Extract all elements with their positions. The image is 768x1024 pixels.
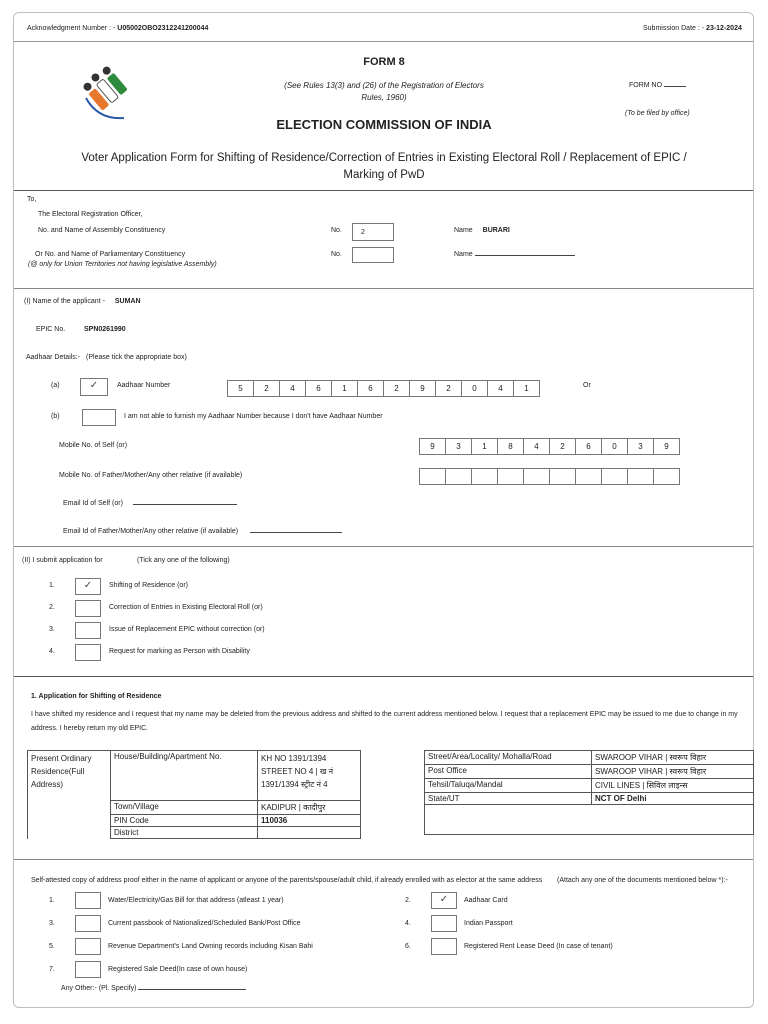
aadhaar-number-label: Aadhaar Number <box>117 382 171 389</box>
digit-box[interactable]: 4 <box>523 438 550 455</box>
proof-checkbox[interactable] <box>431 915 457 932</box>
digit-box[interactable] <box>575 468 602 485</box>
state-label: State/UT <box>425 793 592 805</box>
digit-box[interactable]: 9 <box>653 438 680 455</box>
form-no-label: FORM NO <box>629 82 663 89</box>
aadhaar-label: Aadhaar Details:- <box>26 354 81 361</box>
mobile-relative-field[interactable] <box>419 468 679 485</box>
form-title: FORM 8 <box>363 56 405 68</box>
aadhaar-heading <box>26 354 187 361</box>
email-self-line <box>63 500 237 507</box>
proof-other-label: Any Other:- (Pl. Specify) <box>61 985 137 992</box>
proof-label: Current passbook of Nationalized/Scheduled Bank/Post Office <box>108 920 301 927</box>
proof-checkbox[interactable] <box>75 938 101 955</box>
to-label: To, <box>27 196 37 203</box>
digit-box[interactable] <box>445 468 472 485</box>
mobile-relative-label: Mobile No. of Father/Mother/Any other relative (if available) <box>59 472 243 479</box>
applicant-name-label: (I) Name of the applicant - <box>24 298 105 305</box>
ack-line <box>27 25 208 32</box>
post-value: SWAROOP VIHAR | स्वरूप विहार <box>592 765 754 779</box>
district-label: District <box>111 827 258 839</box>
proof-number: 1. <box>49 897 55 904</box>
form-subtitle: Voter Application Form for Shifting of Residence/Correction of Entries in Existing Electoral Roll / Replacement of EPIC / Marking of PwD <box>81 152 687 181</box>
proof-intro: Self-attested copy of address proof either in the name of applicant or anyone of the parents/spouse/adult child, if already enrolled with as elector at the same address <box>31 877 543 884</box>
section-divider <box>14 859 753 860</box>
proof-label: Indian Passport <box>464 920 513 927</box>
email-relative-line <box>63 528 342 535</box>
ac-name-label: Name <box>454 227 473 234</box>
option-number: 2. <box>49 604 55 611</box>
proof-number: 2. <box>405 897 411 904</box>
application-type-label: Issue of Replacement EPIC without correction (or) <box>109 626 265 633</box>
proof-label: Revenue Department's Land Owning records including Kisan Bahi <box>108 943 313 950</box>
district-value <box>258 827 361 839</box>
digit-box[interactable]: 4 <box>487 380 514 397</box>
mobile-self-field[interactable] <box>419 438 679 455</box>
epic-label: EPIC No. <box>36 326 66 333</box>
digit-box[interactable] <box>523 468 550 485</box>
tehsil-label: Tehsil/Taluqa/Mandal <box>425 779 592 793</box>
pin-value: 110036 <box>258 815 361 827</box>
town-value: KADIPUR | कादीपुर <box>258 801 361 815</box>
present-residence-label: Present Ordinary Residence(Full Address) <box>28 751 111 839</box>
ac-name-value: BURARI <box>482 227 510 234</box>
aadhaar-checkbox[interactable] <box>80 378 108 396</box>
digit-box[interactable]: 5 <box>227 380 254 397</box>
address-table-right <box>424 750 754 835</box>
digit-box[interactable] <box>471 468 498 485</box>
no-aadhaar-checkbox[interactable] <box>82 409 116 426</box>
proof-label: Registered Sale Deed(In case of own house) <box>108 966 248 973</box>
digit-box[interactable]: 0 <box>601 438 628 455</box>
proof-number: 5. <box>49 943 55 950</box>
applicant-name-value: SUMAN <box>114 298 141 305</box>
digit-box[interactable]: 1 <box>471 438 498 455</box>
shifting-heading: 1. Application for Shifting of Residence <box>31 693 162 700</box>
pin-label: PIN Code <box>111 815 258 827</box>
state-value: NCT OF Delhi <box>592 793 754 805</box>
proof-number: 6. <box>405 943 411 950</box>
proof-checkbox[interactable] <box>75 961 101 978</box>
digit-box[interactable]: 2 <box>435 380 462 397</box>
no-aadhaar-label: I am not able to furnish my Aadhaar Number because I don't have Aadhaar Number <box>124 413 383 420</box>
digit-box[interactable]: 2 <box>383 380 410 397</box>
application-type-checkbox[interactable] <box>75 578 101 595</box>
email-relative-field[interactable] <box>250 532 342 533</box>
digit-box[interactable]: 2 <box>549 438 576 455</box>
application-type-checkbox[interactable] <box>75 622 101 639</box>
street-label: Street/Area/Locality/ Mohalla/Road <box>425 751 592 765</box>
digit-box[interactable]: 0 <box>461 380 488 397</box>
or-label: Or <box>583 382 591 389</box>
section-divider <box>14 288 753 289</box>
section-divider <box>14 676 753 677</box>
submission-line <box>643 25 742 32</box>
ack-number: U05002OBO2312241200044 <box>117 25 209 32</box>
submission-label: Submission Date : - <box>643 25 705 32</box>
commission-name: ELECTION COMMISSION OF INDIA <box>276 117 492 132</box>
option-a-label: (a) <box>51 382 60 389</box>
digit-box[interactable]: 8 <box>497 438 524 455</box>
section-divider <box>14 190 753 191</box>
ac-no-label: No. <box>331 227 342 234</box>
application-type-label: Correction of Entries in Existing Electoral Roll (or) <box>109 604 263 611</box>
email-self-label: Email Id of Self (or) <box>63 500 123 507</box>
proof-label: Registered Rent Lease Deed (In case of tenant) <box>464 943 613 950</box>
house-value: KH NO 1391/1394 STREET NO 4 | ख नं 1391/1394 स्ट्रीट नं 4 <box>258 751 361 801</box>
office-note: (To be filed by office) <box>625 110 690 117</box>
form-no <box>629 82 686 89</box>
pc-no-label: No. <box>331 251 342 258</box>
header-divider <box>14 41 753 42</box>
pc-label: Or No. and Name of Parliamentary Constituency <box>35 251 186 258</box>
officer-label: The Electoral Registration Officer, <box>38 211 143 218</box>
digit-box[interactable]: 6 <box>575 438 602 455</box>
option-number: 3. <box>49 626 55 633</box>
email-self-field[interactable] <box>133 504 237 505</box>
option-number: 1. <box>49 582 55 589</box>
proof-other-line <box>61 985 246 992</box>
digit-box[interactable]: 3 <box>627 438 654 455</box>
proof-checkbox[interactable] <box>75 892 101 909</box>
right-address-blank <box>425 805 754 835</box>
applicant-name-line <box>24 298 141 305</box>
section2-hint: (Tick any one of the following) <box>137 557 230 564</box>
proof-number: 7. <box>49 966 55 973</box>
section-divider <box>14 546 753 547</box>
ac-no-field[interactable]: 2 <box>352 223 394 241</box>
proof-number: 3. <box>49 920 55 927</box>
application-type-label: Request for marking as Person with Disability <box>109 648 250 655</box>
pc-no-field[interactable] <box>352 247 394 263</box>
pc-name-line <box>454 251 575 258</box>
form-rules: (See Rules 13(3) and (26) of the Registration of Electors Rules, 1960) <box>284 81 484 102</box>
epic-value: SPN0261990 <box>84 326 126 333</box>
digit-box[interactable] <box>419 468 446 485</box>
house-label: House/Building/Apartment No. <box>111 751 258 801</box>
digit-box[interactable] <box>627 468 654 485</box>
application-type-checkbox[interactable] <box>75 644 101 661</box>
option-number: 4. <box>49 648 55 655</box>
proof-label: Water/Electricity/Gas Bill for that address (atleast 1 year) <box>108 897 284 904</box>
digit-box[interactable] <box>549 468 576 485</box>
proof-label: Aadhaar Card <box>464 897 508 904</box>
digit-box[interactable] <box>497 468 524 485</box>
option-b-label: (b) <box>51 413 60 420</box>
proof-checkbox[interactable] <box>75 915 101 932</box>
post-label: Post Office <box>425 765 592 779</box>
form-no-field[interactable] <box>664 86 686 87</box>
digit-box[interactable]: 3 <box>445 438 472 455</box>
proof-attach: (Attach any one of the documents mentioned below *):- <box>557 877 728 884</box>
ack-label: Acknowledgment Number : - <box>27 25 116 32</box>
digit-box[interactable] <box>653 468 680 485</box>
aadhaar-number-field[interactable] <box>227 380 539 397</box>
digit-box[interactable]: 1 <box>331 380 358 397</box>
proof-number: 4. <box>405 920 411 927</box>
ac-name-line <box>454 227 510 234</box>
shifting-paragraph: I have shifted my residence and I request that my name may be deleted from the previous address and shifted to the current address mentioned below. I request that a replacement EPIC may be issued to me due to change in my address. I hereby return my old EPIC. <box>31 711 738 732</box>
pc-note: (@ only for Union Territories not having legislative Assembly) <box>28 261 217 268</box>
application-type-label: Shifting of Residence (or) <box>109 582 188 589</box>
mobile-self-label: Mobile No. of Self (or) <box>59 442 128 449</box>
proof-other-field[interactable] <box>138 989 246 990</box>
street-value: SWAROOP VIHAR | स्वरूप विहार <box>592 751 754 765</box>
pc-name-field[interactable] <box>475 255 575 256</box>
town-label: Town/Village <box>111 801 258 815</box>
proof-checkbox[interactable] <box>431 938 457 955</box>
digit-box[interactable]: 4 <box>279 380 306 397</box>
section2-label: (II) I submit application for <box>22 557 103 564</box>
email-relative-label: Email Id of Father/Mother/Any other relative (if available) <box>63 528 239 535</box>
address-table-left <box>27 750 361 839</box>
digit-box[interactable]: 9 <box>409 380 436 397</box>
submission-date: 23-12-2024 <box>706 25 742 32</box>
digit-box[interactable] <box>601 468 628 485</box>
digit-box[interactable]: 2 <box>253 380 280 397</box>
pc-name-label: Name <box>454 251 473 258</box>
ac-label: No. and Name of Assembly Constituency <box>38 227 166 234</box>
digit-box[interactable]: 6 <box>305 380 332 397</box>
aadhaar-hint: (Please tick the appropriate box) <box>86 354 187 361</box>
proof-checkbox[interactable] <box>431 892 457 909</box>
digit-box[interactable]: 9 <box>419 438 446 455</box>
digit-box[interactable]: 1 <box>513 380 540 397</box>
application-type-checkbox[interactable] <box>75 600 101 617</box>
tehsil-value: CIVIL LINES | सिविल लाइन्स <box>592 779 754 793</box>
digit-box[interactable]: 6 <box>357 380 384 397</box>
